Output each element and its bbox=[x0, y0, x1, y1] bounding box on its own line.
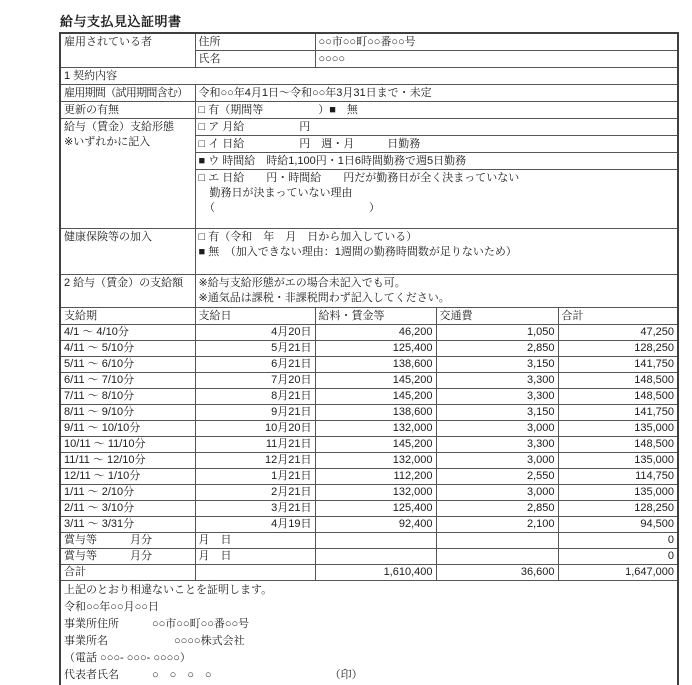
cell-transport: 3,300 bbox=[436, 373, 558, 389]
cell-date: 7月20日 bbox=[195, 373, 315, 389]
cell-bonus-total: 0 bbox=[558, 549, 678, 565]
cell-date: 9月21日 bbox=[195, 405, 315, 421]
pay-row bbox=[60, 341, 678, 357]
cell-period: 9/11 ～ 10/10分 bbox=[60, 421, 195, 437]
cell-transport: 3,000 bbox=[436, 485, 558, 501]
cell-bonus-label: 賞与等 月分 bbox=[60, 549, 195, 565]
section2-note1: ※給与支給形態がエの場合未記入でも可。 bbox=[198, 277, 406, 289]
employment-period-label: 雇用期間（試用期間含む） bbox=[60, 85, 195, 102]
seal-label: （印） bbox=[329, 669, 363, 681]
header-salary: 給料・賃金等 bbox=[315, 308, 436, 325]
renewal-label: 更新の有無 bbox=[60, 102, 195, 119]
cell-period: 4/1 ～ 4/10分 bbox=[60, 325, 195, 341]
cell-grand-label: 合計 bbox=[60, 565, 195, 581]
pay-option-d-line3: （ ） bbox=[198, 202, 380, 214]
pay-option-d-line2: 勤務日が決まっていない理由 bbox=[198, 187, 353, 199]
health-insurance-value bbox=[195, 229, 678, 275]
cell-total: 128,250 bbox=[558, 341, 678, 357]
pay-row bbox=[60, 389, 678, 405]
cell-total: 114,750 bbox=[558, 469, 678, 485]
cell-period: 6/11 ～ 7/10分 bbox=[60, 373, 195, 389]
pay-row bbox=[60, 421, 678, 437]
cell-transport: 2,550 bbox=[436, 469, 558, 485]
pay-row bbox=[60, 437, 678, 453]
cell-total: 148,500 bbox=[558, 373, 678, 389]
health-option-no: ■ 無 （加入できない理由：1週間の勤務時間数が足りないため） bbox=[198, 246, 517, 258]
name-value: ○○○○ bbox=[315, 51, 678, 68]
office-address-line: 事業所住所 ○○市○○町○○番○○号 bbox=[64, 618, 250, 630]
cell-transport: 3,000 bbox=[436, 453, 558, 469]
cell-grand-total: 1,647,000 bbox=[558, 565, 678, 581]
pay-option-a: □ ア 月給 円 bbox=[195, 119, 678, 136]
header-date: 支給日 bbox=[195, 308, 315, 325]
cell-total: 135,000 bbox=[558, 485, 678, 501]
health-insurance-label: 健康保険等の加入 bbox=[60, 229, 195, 275]
section1-heading: 1 契約内容 bbox=[60, 68, 678, 85]
cell-date: 5月21日 bbox=[195, 341, 315, 357]
cell-salary: 132,000 bbox=[315, 485, 436, 501]
cell-salary: 145,200 bbox=[315, 437, 436, 453]
cell-date: 8月21日 bbox=[195, 389, 315, 405]
cell-transport: 2,850 bbox=[436, 341, 558, 357]
cell-date: 10月20日 bbox=[195, 421, 315, 437]
renewal-value: □ 有（期間等 ）■ 無 bbox=[195, 102, 678, 119]
cell-transport: 3,150 bbox=[436, 357, 558, 373]
cell-total: 148,500 bbox=[558, 437, 678, 453]
pay-row bbox=[60, 469, 678, 485]
cell-period: 11/11 ～ 12/10分 bbox=[60, 453, 195, 469]
cell-total: 128,250 bbox=[558, 501, 678, 517]
cell-bonus-salary bbox=[315, 533, 436, 549]
cell-period: 8/11 ～ 9/10分 bbox=[60, 405, 195, 421]
footer-block bbox=[60, 581, 678, 685]
cell-bonus-salary bbox=[315, 549, 436, 565]
certify-line: 上記のとおり相違ないことを証明します。 bbox=[64, 584, 273, 596]
total-row bbox=[60, 565, 678, 581]
cell-period: 12/11 ～ 1/10分 bbox=[60, 469, 195, 485]
cell-grand-transport: 36,600 bbox=[436, 565, 558, 581]
header-total: 合計 bbox=[558, 308, 678, 325]
bonus-row bbox=[60, 549, 678, 565]
address-label: 住所 bbox=[195, 33, 315, 51]
pay-option-b: □ イ 日給 円 週・月 日勤務 bbox=[195, 136, 678, 153]
footer-date-line: 令和○○年○○月○○日 bbox=[64, 601, 159, 613]
cell-period: 1/11 ～ 2/10分 bbox=[60, 485, 195, 501]
section2-label: 2 給与（賃金）の支給額 bbox=[60, 275, 195, 308]
header-period: 支給期 bbox=[60, 308, 195, 325]
pay-form-label-line2: ※いずれかに記入 bbox=[64, 136, 151, 148]
cell-date: 4月19日 bbox=[195, 517, 315, 533]
cell-transport: 2,100 bbox=[436, 517, 558, 533]
page-title: 給与支払見込証明書 bbox=[60, 14, 182, 29]
cell-total: 47,250 bbox=[558, 325, 678, 341]
section2-notes bbox=[195, 275, 678, 308]
representative-line bbox=[64, 667, 674, 684]
health-option-yes: □ 有（令和 年 月 日から加入している） bbox=[198, 231, 418, 243]
representative-name: 代表者氏名 ○ ○ ○ ○ bbox=[64, 669, 212, 681]
pay-row bbox=[60, 453, 678, 469]
cell-bonus-total: 0 bbox=[558, 533, 678, 549]
cell-period: 3/11 ～ 3/31分 bbox=[60, 517, 195, 533]
cell-transport: 3,300 bbox=[436, 389, 558, 405]
cell-bonus-label: 賞与等 月分 bbox=[60, 533, 195, 549]
office-name-line: 事業所名 ○○○○株式会社 bbox=[64, 635, 245, 647]
certificate-table bbox=[59, 32, 679, 685]
pay-row bbox=[60, 373, 678, 389]
pay-row bbox=[60, 325, 678, 341]
section2-note2: ※通気品は課税・非課税問わず記入してください。 bbox=[198, 292, 450, 304]
cell-date: 4月20日 bbox=[195, 325, 315, 341]
bonus-row bbox=[60, 533, 678, 549]
address-value: ○○市○○町○○番○○号 bbox=[315, 33, 678, 51]
pay-option-c: ■ ウ 時間給 時給1,100円・1日6時間勤務で週5日勤務 bbox=[195, 153, 678, 170]
cell-bonus-transport bbox=[436, 549, 558, 565]
cell-total: 148,500 bbox=[558, 389, 678, 405]
cell-total: 141,750 bbox=[558, 357, 678, 373]
name-label: 氏名 bbox=[195, 51, 315, 68]
pay-row bbox=[60, 501, 678, 517]
cell-grand-salary: 1,610,400 bbox=[315, 565, 436, 581]
cell-transport: 3,150 bbox=[436, 405, 558, 421]
cell-period: 7/11 ～ 8/10分 bbox=[60, 389, 195, 405]
cell-period: 2/11 ～ 3/10分 bbox=[60, 501, 195, 517]
cell-date: 2月21日 bbox=[195, 485, 315, 501]
pay-row bbox=[60, 485, 678, 501]
cell-transport: 2,850 bbox=[436, 501, 558, 517]
pay-form-label bbox=[60, 119, 195, 229]
cell-total: 135,000 bbox=[558, 421, 678, 437]
cell-bonus-transport bbox=[436, 533, 558, 549]
cell-salary: 132,000 bbox=[315, 421, 436, 437]
pay-form-label-line1: 給与（賃金）支給形態 bbox=[64, 121, 174, 133]
employee-row-label: 雇用されている者 bbox=[60, 33, 195, 68]
cell-date: 12月21日 bbox=[195, 453, 315, 469]
cell-date: 1月21日 bbox=[195, 469, 315, 485]
cell-period: 10/11 ～ 11/10分 bbox=[60, 437, 195, 453]
employment-period-value: 令和○○年4月1日～令和○○年3月31日まで・未定 bbox=[195, 85, 678, 102]
pay-row bbox=[60, 517, 678, 533]
pay-option-d bbox=[195, 170, 678, 229]
cell-transport: 3,000 bbox=[436, 421, 558, 437]
cell-bonus-date: 月 日 bbox=[195, 533, 315, 549]
cell-salary: 138,600 bbox=[315, 405, 436, 421]
cell-date: 6月21日 bbox=[195, 357, 315, 373]
cell-transport: 1,050 bbox=[436, 325, 558, 341]
cell-salary: 138,600 bbox=[315, 357, 436, 373]
cell-period: 4/11 ～ 5/10分 bbox=[60, 341, 195, 357]
pay-row bbox=[60, 357, 678, 373]
cell-salary: 112,200 bbox=[315, 469, 436, 485]
cell-date: 11月21日 bbox=[195, 437, 315, 453]
cell-salary: 92,400 bbox=[315, 517, 436, 533]
cell-bonus-date: 月 日 bbox=[195, 549, 315, 565]
cell-salary: 132,000 bbox=[315, 453, 436, 469]
cell-transport: 3,300 bbox=[436, 437, 558, 453]
cell-total: 135,000 bbox=[558, 453, 678, 469]
cell-grand-date bbox=[195, 565, 315, 581]
cell-salary: 46,200 bbox=[315, 325, 436, 341]
header-transport: 交通費 bbox=[436, 308, 558, 325]
cell-salary: 145,200 bbox=[315, 373, 436, 389]
pay-option-d-line1: □ エ 日給 円・時間給 円だが勤務日が全く決まっていない bbox=[198, 172, 520, 184]
cell-total: 141,750 bbox=[558, 405, 678, 421]
cell-salary: 125,400 bbox=[315, 501, 436, 517]
phone-line: （電話 ○○○- ○○○- ○○○○） bbox=[64, 652, 191, 664]
pay-row bbox=[60, 405, 678, 421]
cell-salary: 145,200 bbox=[315, 389, 436, 405]
cell-total: 94,500 bbox=[558, 517, 678, 533]
cell-salary: 125,400 bbox=[315, 341, 436, 357]
cell-date: 3月21日 bbox=[195, 501, 315, 517]
cell-period: 5/11 ～ 6/10分 bbox=[60, 357, 195, 373]
